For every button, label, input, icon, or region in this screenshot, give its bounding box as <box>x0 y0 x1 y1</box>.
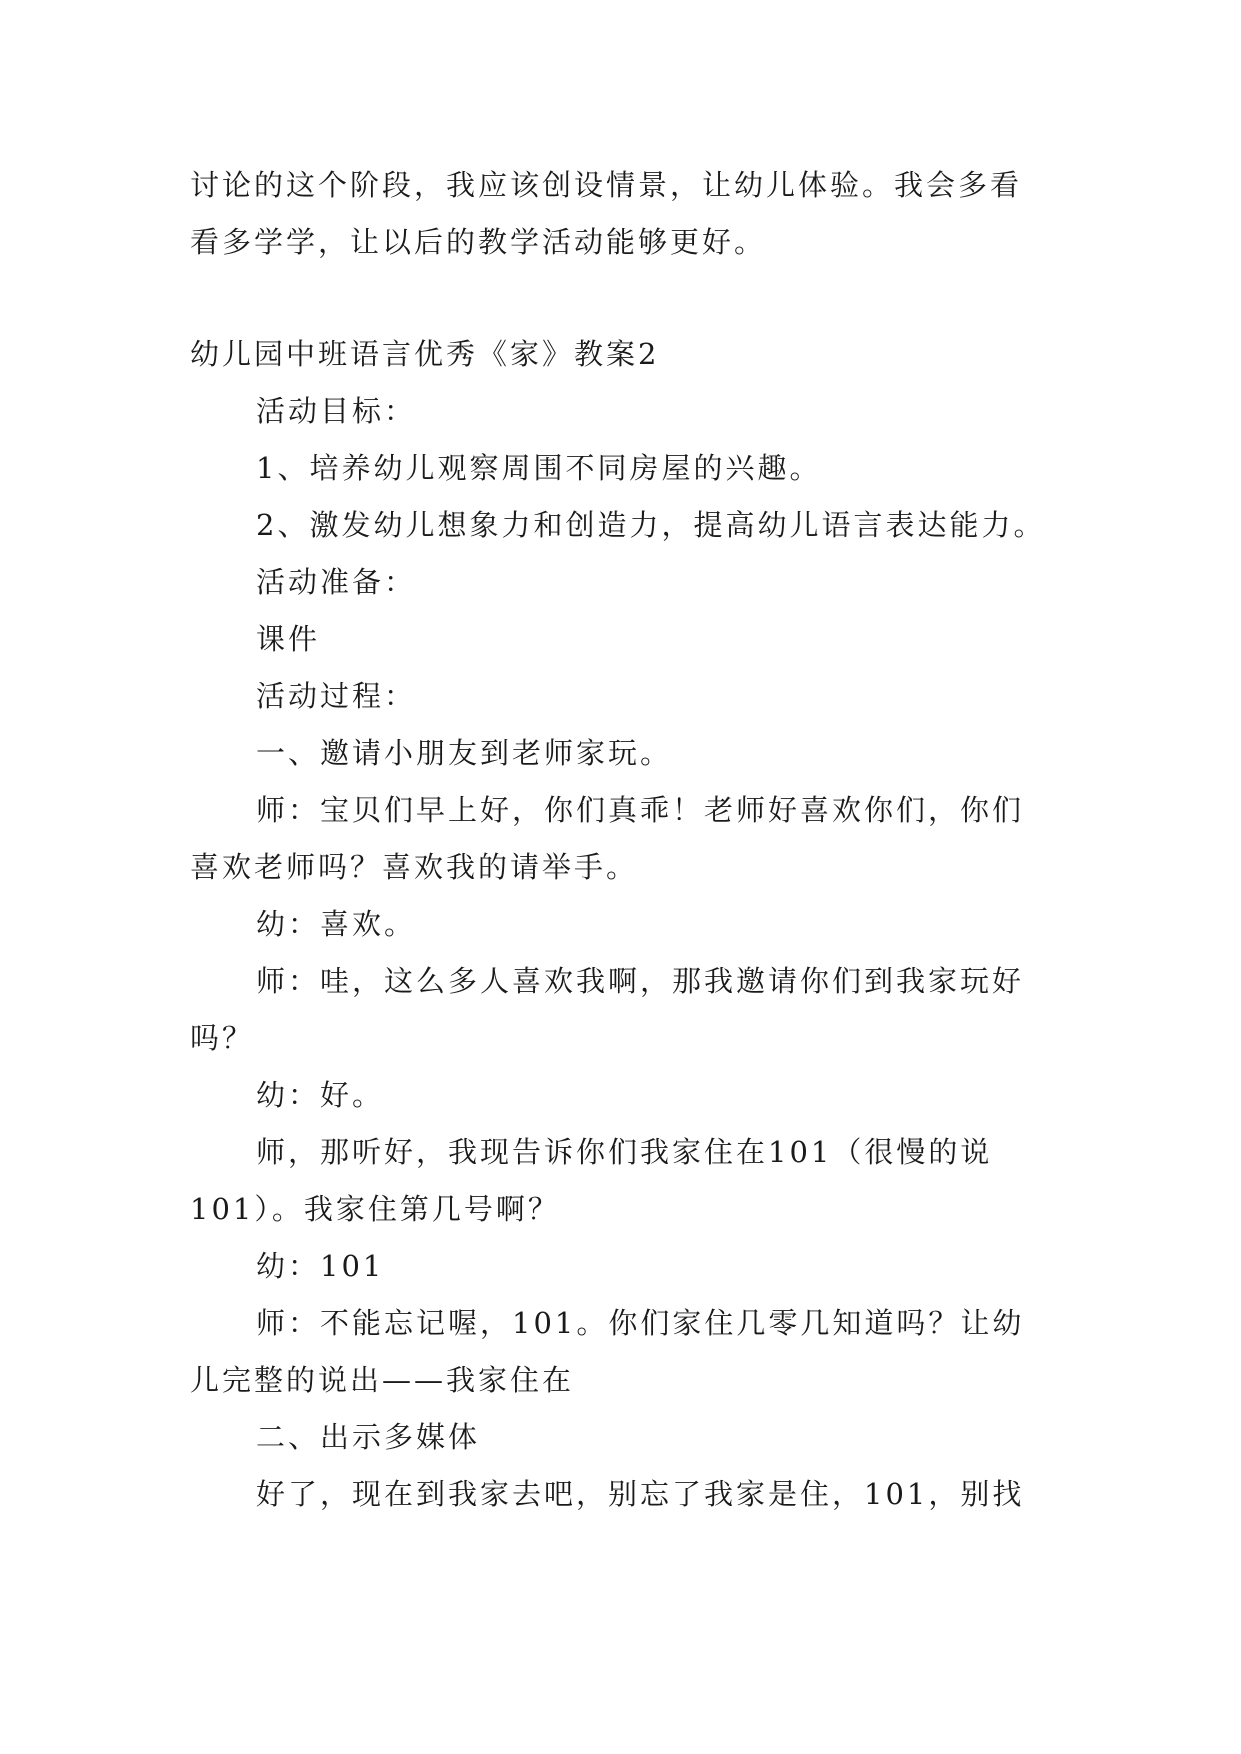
paragraph-line: 活动过程： <box>256 679 417 713</box>
paragraph-line: 好了，现在到我家去吧，别忘了我家是住，101，别找 <box>256 1477 1025 1511</box>
paragraph-line: 师，那听好，我现告诉你们我家住在101（很慢的说 <box>256 1135 993 1169</box>
paragraph-line: 二、出示多媒体 <box>256 1420 481 1454</box>
paragraph-line: 儿完整的说出——我家住在 <box>190 1363 575 1397</box>
paragraph-line: 师：宝贝们早上好，你们真乖！老师好喜欢你们，你们 <box>256 793 1025 827</box>
paragraph-line: 101）。我家住第几号啊？ <box>190 1192 560 1226</box>
paragraph-line: 幼：喜欢。 <box>256 907 417 941</box>
paragraph-line: 师：不能忘记喔，101。你们家住几零几知道吗？让幼 <box>256 1306 1025 1340</box>
paragraph-line: 1、培养幼儿观察周围不同房屋的兴趣。 <box>256 451 822 485</box>
paragraph-line: 师：哇，这么多人喜欢我啊，那我邀请你们到我家玩好 <box>256 964 1025 998</box>
paragraph-line: 一、邀请小朋友到老师家玩。 <box>256 736 673 770</box>
paragraph-line: 课件 <box>256 622 321 656</box>
paragraph-line: 幼：好。 <box>256 1078 385 1112</box>
section-title: 幼儿园中班语言优秀《家》教案2 <box>190 337 660 371</box>
paragraph-line: 喜欢老师吗？喜欢我的请举手。 <box>190 850 639 884</box>
paragraph-line: 讨论的这个阶段，我应该创设情景，让幼儿体验。我会多看 <box>190 168 1023 202</box>
paragraph-line: 看多学学，让以后的教学活动能够更好。 <box>190 225 767 259</box>
paragraph-line: 活动目标： <box>256 394 417 428</box>
paragraph-line: 2、激发幼儿想象力和创造力，提高幼儿语言表达能力。 <box>256 508 1046 542</box>
paragraph-line: 吗？ <box>190 1021 255 1055</box>
paragraph-line: 活动准备： <box>256 565 417 599</box>
paragraph-line: 幼：101 <box>256 1249 385 1283</box>
